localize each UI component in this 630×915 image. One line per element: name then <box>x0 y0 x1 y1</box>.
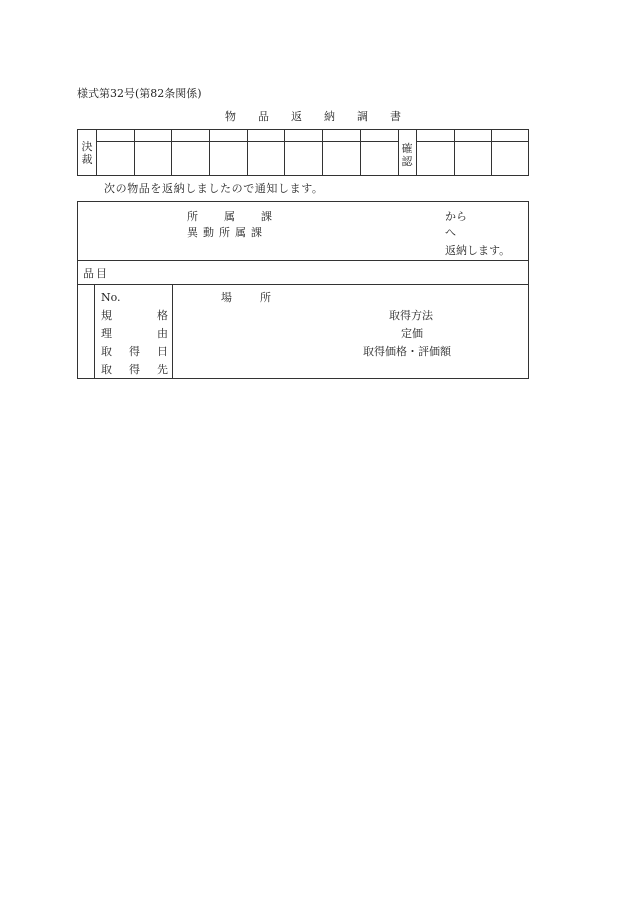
stamp-cell <box>360 130 361 175</box>
reason-label: 理由 <box>101 327 213 340</box>
spec-label: 規格 <box>101 309 213 322</box>
no-label: No. <box>101 291 121 304</box>
acquisition-value-label: 取得価格・評価額 <box>363 345 451 358</box>
new-department-label: 異動所属課 <box>187 226 267 239</box>
stamp-cell <box>247 130 248 175</box>
confirm-label: 確認 <box>401 142 413 168</box>
department-label: 所属課 <box>187 210 298 223</box>
acquisition-source-label: 取得先 <box>101 363 185 376</box>
stamp-cell <box>171 130 172 175</box>
approval-stamp-table <box>77 129 529 176</box>
stamp-cell <box>134 130 135 175</box>
place-label: 場所 <box>221 291 299 304</box>
confirm-stamp-cell <box>491 130 492 175</box>
items-label: 品目 <box>83 267 109 280</box>
acquisition-method-label: 取得方法 <box>389 309 433 322</box>
list-price-label: 定価 <box>401 327 423 340</box>
stamp-cell <box>284 130 285 175</box>
notice-text: 次の物品を返納しましたので通知します。 <box>104 182 324 195</box>
acquisition-date-label: 取得日 <box>101 345 185 358</box>
confirm-stamp-cell <box>454 130 455 175</box>
stamp-cell <box>322 130 323 175</box>
from-text: から <box>445 210 467 223</box>
return-details-table <box>77 201 529 379</box>
to-text: へ <box>445 226 456 239</box>
decision-label: 決裁 <box>81 140 93 166</box>
stamp-cell <box>209 130 210 175</box>
form-number-label: 様式第32号(第82条関係) <box>77 87 202 100</box>
return-text: 返納します。 <box>445 244 511 257</box>
document-title: 物品返納調書 <box>225 110 423 123</box>
